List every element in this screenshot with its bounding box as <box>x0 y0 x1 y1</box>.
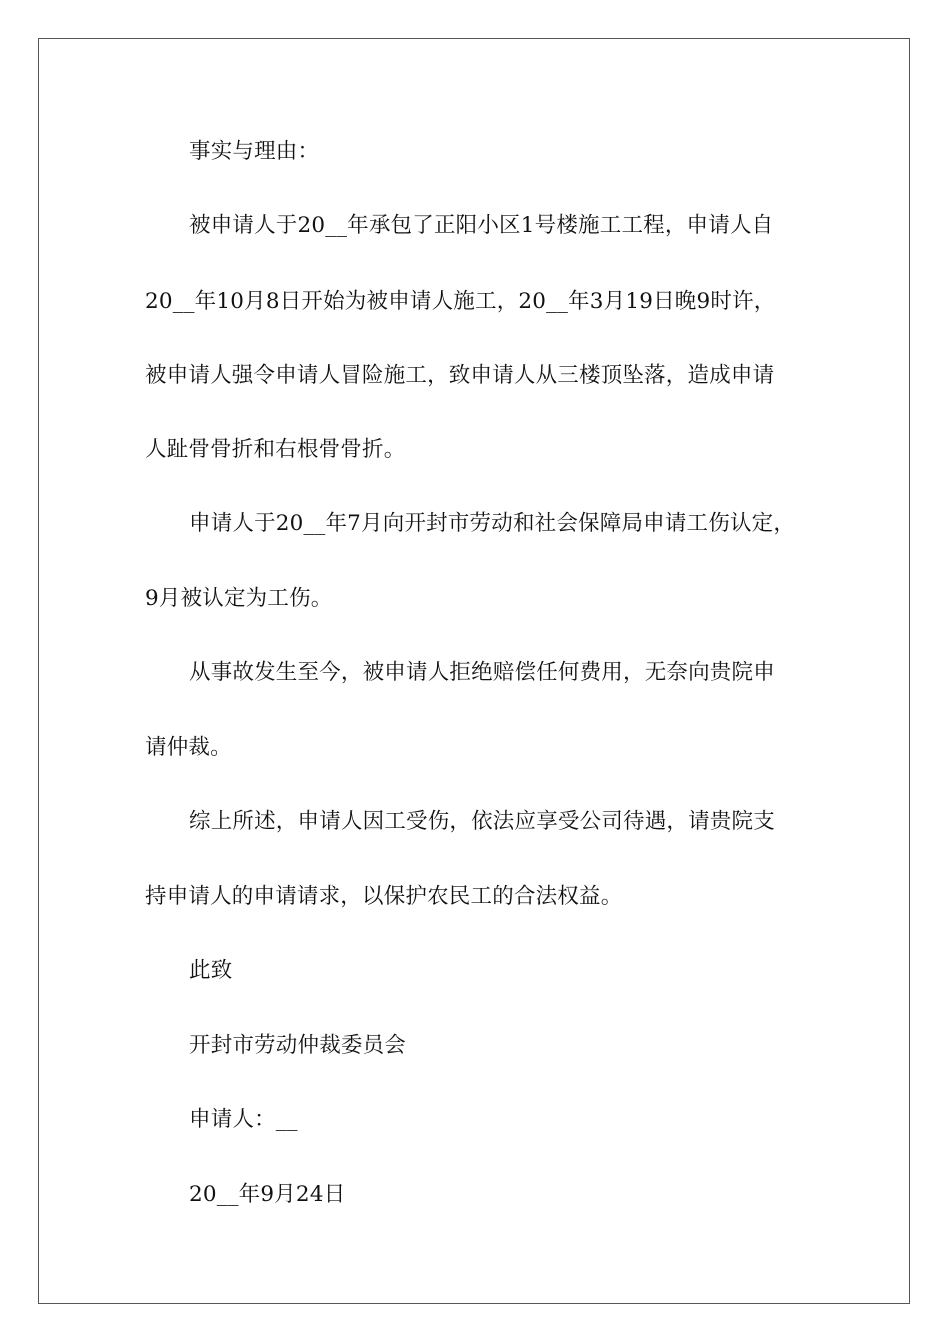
paragraph-1-line-3: 被申请人强令申请人冒险施工，致申请人从三楼顶坠落，造成申请 <box>145 363 775 388</box>
paragraph-2-line-1: 申请人于20__年7月向开封市劳动和社会保障局申请工伤认定， <box>189 511 796 536</box>
document-date: 20__年9月24日 <box>189 1182 346 1207</box>
paragraph-1-line-1: 被申请人于20__年承包了正阳小区1号楼施工工程，申请人自 <box>189 213 774 238</box>
paragraph-3-line-2: 请仲裁。 <box>145 735 232 760</box>
paragraph-4-line-1: 综上所述，申请人因工受伤，依法应享受公司待遇，请贵院支 <box>189 809 775 834</box>
paragraph-1-line-2: 20__年10月8日开始为被申请人施工，20__年3月19日晚9时许， <box>145 289 776 314</box>
paragraph-3-line-1: 从事故发生至今，被申请人拒绝赔偿任何费用，无奈向贵院申 <box>189 660 775 685</box>
applicant-signature: 申请人：__ <box>189 1107 298 1132</box>
recipient: 开封市劳动仲裁委员会 <box>189 1033 407 1058</box>
paragraph-1-line-4: 人趾骨骨折和右根骨骨折。 <box>145 437 406 462</box>
closing-salutation: 此致 <box>189 958 233 983</box>
paragraph-2-line-2: 9月被认定为工伤。 <box>145 586 333 611</box>
section-heading: 事实与理由： <box>189 139 320 164</box>
paragraph-4-line-2: 持申请人的申请请求，以保护农民工的合法权益。 <box>145 884 623 909</box>
